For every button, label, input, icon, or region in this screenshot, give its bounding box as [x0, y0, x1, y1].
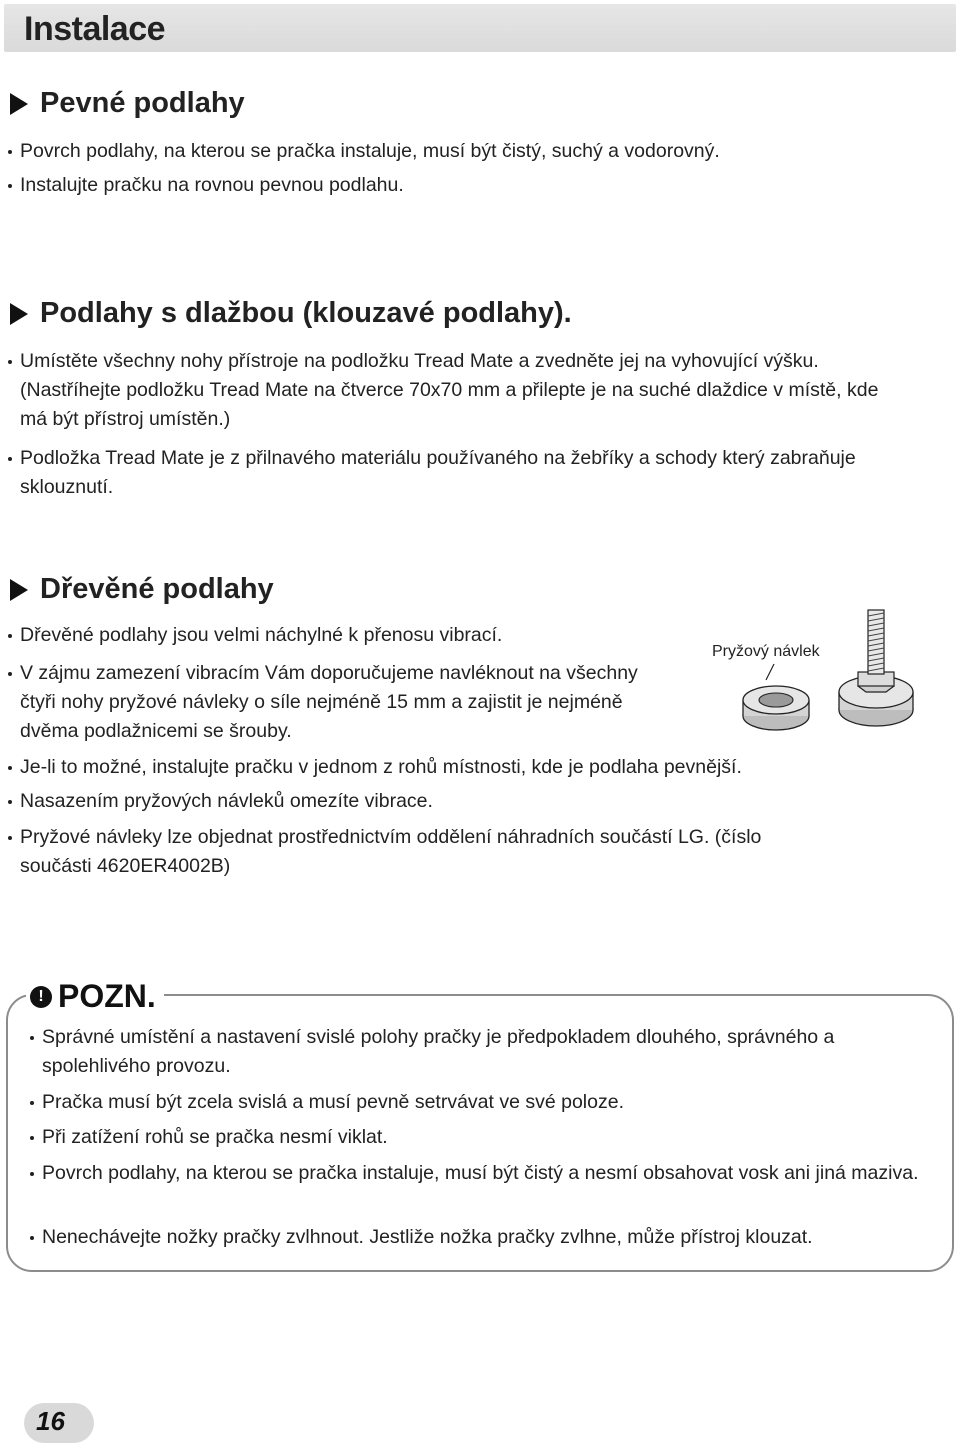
note-list-item: Pračka musí být zcela svislá a musí pevně setrvávat ve své poloze.	[30, 1088, 930, 1117]
figure-label: Pryžový návlek	[712, 643, 820, 660]
note-list-item: Povrch podlahy, na kterou se pračka instaluje, musí být čistý a nesmí obsahovat vosk ani jiná maziva.	[30, 1159, 930, 1188]
list-item: Dřevěné podlahy jsou velmi náchylné k přenosu vibrací.	[8, 621, 688, 650]
note-list-item: Nenechávejte nožky pračky zvlhnout. Jestliže nožka pračky zvlhne, může přístroj klouzat.	[30, 1223, 940, 1252]
page-number: 16	[36, 1406, 65, 1436]
list-item: Podložka Tread Mate je z přilnavého materiálu používaného na žebříky a schody který zabraňuje sklouznutí.	[8, 444, 908, 502]
note-list-item: Správné umístění a nastavení svislé polohy pračky je předpokladem dlouhého, správného a spolehlivého provozu.	[30, 1023, 930, 1081]
section-heading-wooden-floors: Dřevěné podlahy	[10, 573, 274, 606]
list-item: Povrch podlahy, na kterou se pračka instaluje, musí být čistý, suchý a vodorovný.	[8, 137, 908, 166]
list-item: V zájmu zamezení vibracím Vám doporučujeme navléknout na všechny čtyři nohy pryžové návleky o síle nejméně 15 mm a zajistit je nejméně dvěma podlažnicemi se šrouby.	[8, 659, 668, 746]
list-item: Umístěte všechny nohy přístroje na podložku Tread Mate a zvedněte jej na vyhovující výšku. (Nastříhejte podložku Tread Mate na čtverce 70x70 mm a přilepte je na suché dlaždice v místě, kde má být přístroj umístěn.)	[8, 347, 908, 434]
rubber-cup-illustration	[736, 606, 926, 736]
list-item: Pryžové návleky lze objednat prostřednictvím oddělení náhradních součástí LG. (číslo součásti 4620ER4002B)	[8, 823, 808, 881]
note-title: ! POZN.	[26, 978, 164, 1015]
triangle-bullet-icon	[10, 93, 28, 115]
exclamation-icon: !	[30, 986, 52, 1008]
list-item: Je-li to možné, instalujte pračku v jednom z rohů místnosti, kde je podlaha pevnější.	[8, 753, 928, 782]
triangle-bullet-icon	[10, 303, 28, 325]
list-item: Nasazením pryžových návleků omezíte vibrace.	[8, 787, 928, 816]
list-item: Instalujte pračku na rovnou pevnou podlahu.	[8, 171, 908, 200]
triangle-bullet-icon	[10, 579, 28, 601]
section-heading-tiled-floors: Podlahy s dlažbou (klouzavé podlahy).	[10, 297, 572, 330]
note-list-item: Při zatížení rohů se pračka nesmí viklat.	[30, 1123, 930, 1152]
page-title: Instalace	[24, 10, 166, 48]
section-heading-solid-floors: Pevné podlahy	[10, 87, 245, 120]
header-bar	[4, 4, 956, 52]
